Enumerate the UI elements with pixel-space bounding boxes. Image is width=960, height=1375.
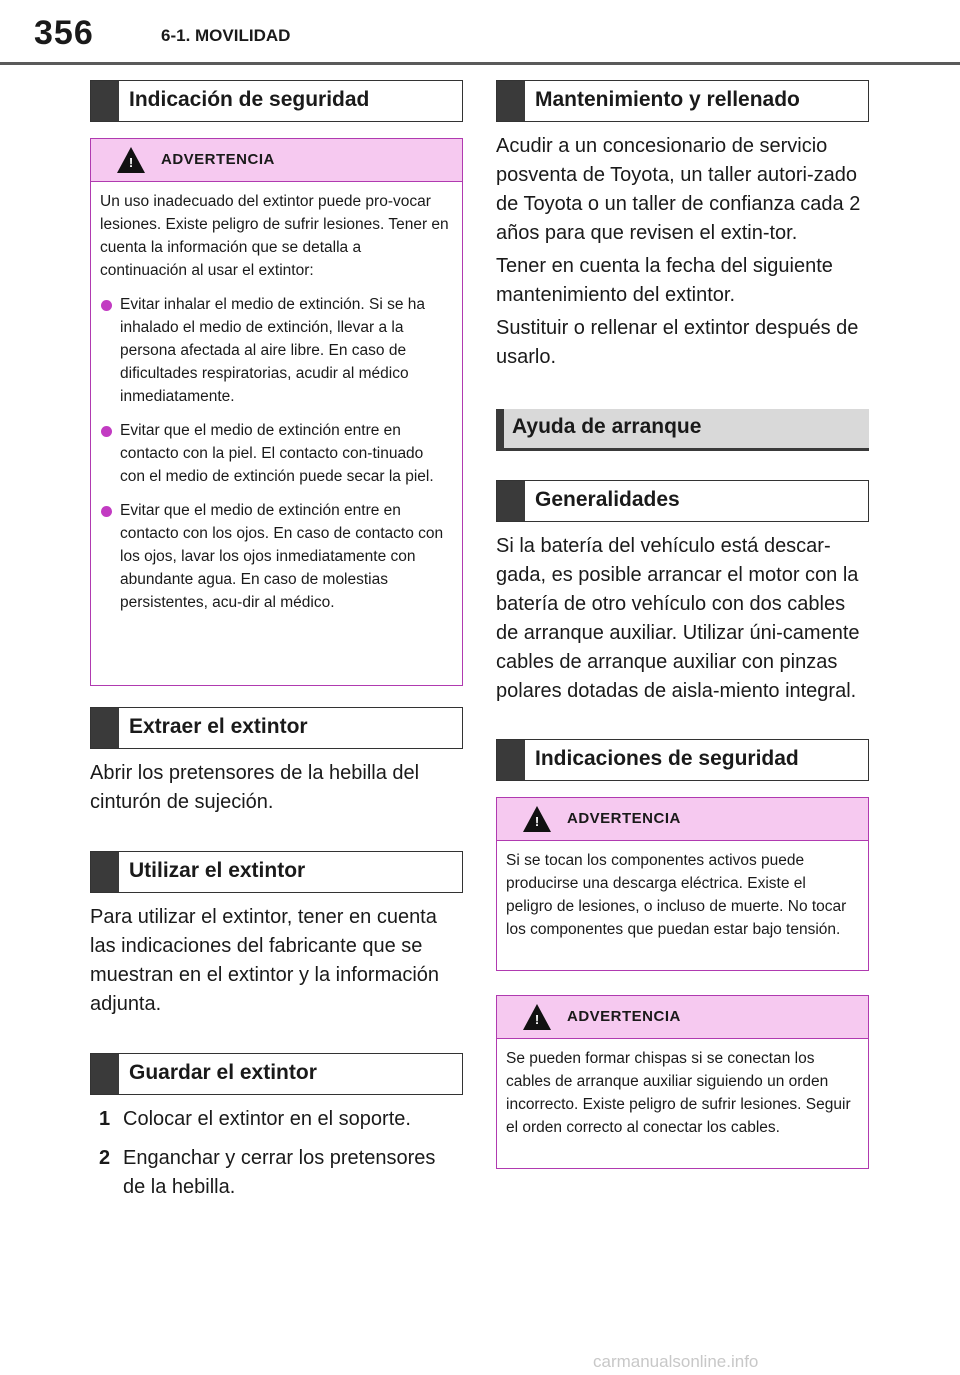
warning-box-extinguisher — [90, 138, 463, 686]
heading-text: Generalidades — [535, 488, 680, 511]
bullet-icon — [101, 426, 112, 437]
heading-bar — [91, 81, 119, 121]
maintenance-paragraph: Sustituir o rellenar el extintor después de usarlo. — [496, 317, 859, 368]
step-number: 2 — [99, 1147, 111, 1169]
use-paragraph: Para utilizar el extintor, tener en cuenta las indicaciones del fabricante que se muestran en el extintor y la información adjunta. — [90, 906, 440, 1015]
step-text: Enganchar y cerrar los pretensores de la hebilla. — [123, 1147, 436, 1198]
warning-header: ! ADVERTENCIA — [497, 798, 868, 841]
watermark: carmanualsonline.info — [593, 1352, 759, 1371]
warning-box-electric — [496, 797, 869, 971]
heading-extract — [90, 707, 463, 749]
step-text: Colocar el extintor en el soporte. — [123, 1108, 411, 1130]
heading-safety-indications — [496, 739, 869, 781]
right-column — [496, 80, 869, 1169]
heading-use — [90, 851, 463, 893]
heading-text: Ayuda de arranque — [512, 415, 702, 438]
heading-text: Indicación de seguridad — [129, 88, 370, 111]
left-column — [90, 80, 463, 1202]
warning-label: ADVERTENCIA — [567, 810, 681, 827]
step-item — [90, 1105, 463, 1134]
maintenance-paragraph: Acudir a un concesionario de servicio posventa de Toyota, un taller autori-zado de Toyota o un taller de confianza cada 2 años para que revisen el extin-tor. — [496, 135, 861, 244]
step-number: 1 — [99, 1108, 111, 1130]
heading-jumpstart — [496, 409, 869, 451]
heading-text: Guardar el extintor — [129, 1061, 317, 1084]
warning-body: Se pueden formar chispas si se conectan los cables de arranque auxiliar siguiendo un orden incorrecto. Existe peligro de sufrir lesiones. Seguir el orden correcto al conectar los cables. — [506, 1050, 851, 1136]
heading-general — [496, 480, 869, 522]
heading-text: Utilizar el extintor — [129, 859, 306, 882]
warning-intro: Un uso inadecuado del extintor puede pro-vocar lesiones. Existe peligro de sufrir lesiones. Tener en cuenta la información que se detalla a continuación al usar el extintor: — [100, 193, 449, 279]
warning-bullet: Evitar que el medio de extinción entre en contacto con la piel. El contacto con-tinuado con el medio de extinción puede secar la piel. — [100, 419, 450, 488]
heading-text: Mantenimiento y rellenado — [535, 88, 800, 111]
warning-bullet: Evitar inhalar el medio de extinción. Si se ha inhalado el medio de extinción, llevar a la persona afectada al aire libre. En caso de dificultades respiratorias, acudir al médico inmediatamente. — [100, 293, 450, 408]
bullet-icon — [101, 506, 112, 517]
maintenance-paragraph: Tener en cuenta la fecha del siguiente mantenimiento del extintor. — [496, 255, 833, 306]
step-item — [90, 1144, 463, 1202]
heading-store — [90, 1053, 463, 1095]
heading-maintenance — [496, 80, 869, 122]
page-number: 356 — [34, 14, 94, 52]
page-header — [0, 0, 960, 64]
warning-header: ! ADVERTENCIA — [91, 139, 462, 182]
warning-label: ADVERTENCIA — [161, 151, 275, 168]
warning-box-sparks — [496, 995, 869, 1169]
heading-text: Indicaciones de seguridad — [535, 747, 799, 770]
extract-paragraph: Abrir los pretensores de la hebilla del cinturón de sujeción. — [90, 762, 420, 813]
warning-header: ! ADVERTENCIA — [497, 996, 868, 1039]
section-title: 6-1. MOVILIDAD — [161, 26, 291, 45]
warning-body — [91, 182, 462, 624]
warning-bullet: Evitar que el medio de extinción entre en contacto con los ojos. En caso de contacto con los ojos, lavar los ojos inmediatamente con abundante agua. En caso de molestias persistentes, acu-dir al médico. — [100, 499, 450, 614]
warning-label: ADVERTENCIA — [567, 1008, 681, 1025]
header-rule — [0, 62, 960, 65]
general-paragraph: Si la batería del vehículo está descar-gada, es posible arrancar el motor con la batería de otro vehículo con dos cables de arranque auxiliar. Utilizar úni-camente cables de arranque auxiliar con pinzas polares dotadas de aisla-miento integral. — [496, 535, 860, 702]
bullet-icon — [101, 300, 112, 311]
heading-safety — [90, 80, 463, 122]
warning-body: Si se tocan los componentes activos puede producirse una descarga eléctrica. Existe el peligro de lesiones, o incluso de muerte. No tocar los componentes que puedan estar bajo tensión. — [506, 852, 847, 938]
heading-text: Extraer el extintor — [129, 715, 308, 738]
